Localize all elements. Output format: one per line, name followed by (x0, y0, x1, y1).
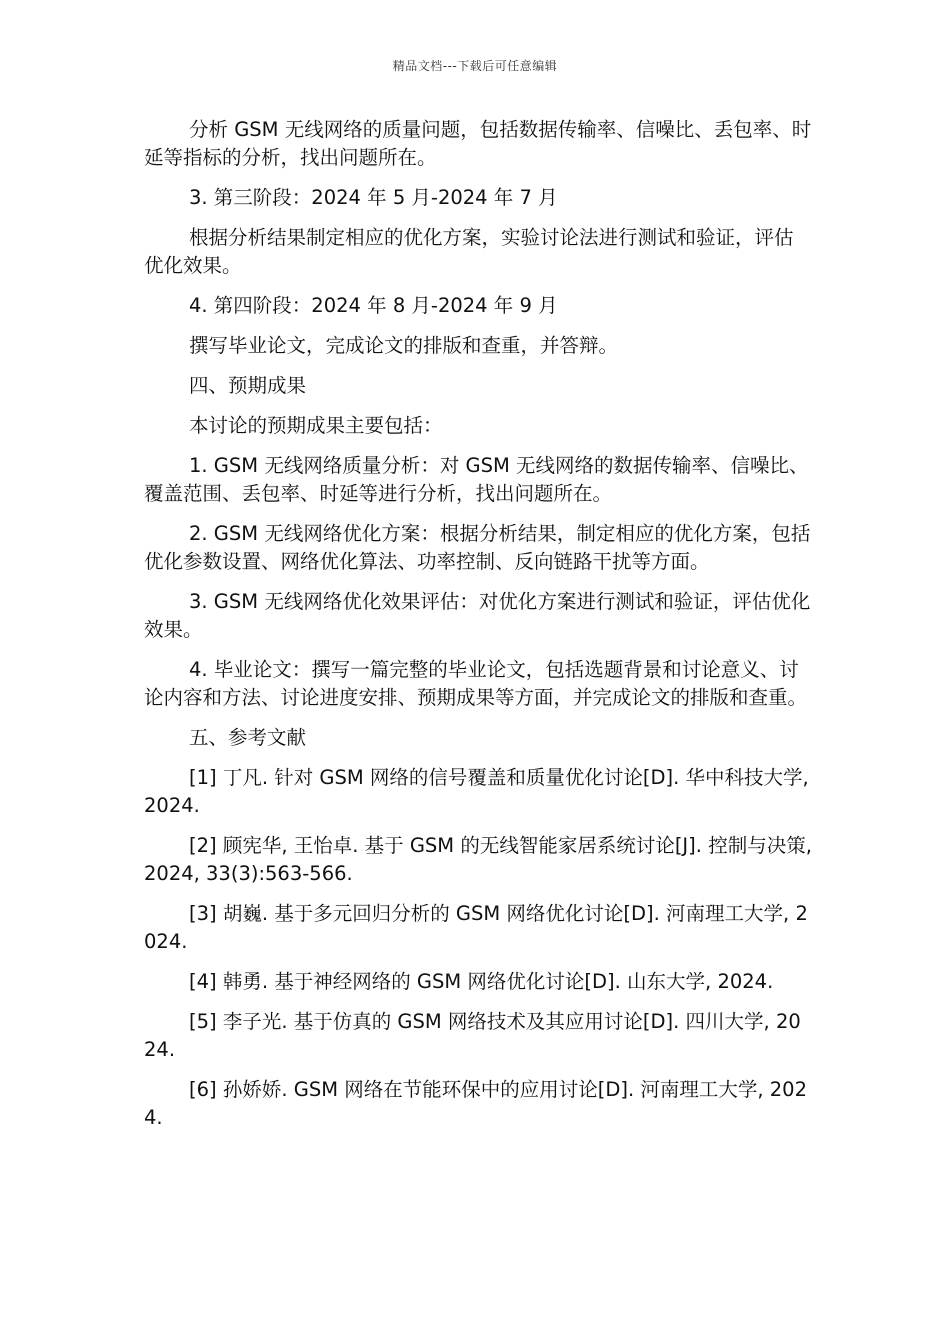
paragraph-stage-3-desc: 根据分析结果制定相应的优化方案，实验讨论法进行测试和验证，评估优化效果。 (144, 226, 794, 277)
list-item-result-1: 1. GSM 无线网络质量分析：对 GSM 无线网络的数据传输率、信噪比、覆盖范围、丢包率、时延等进行分析，找出问题所在。 (144, 454, 809, 505)
paragraph-stage-4: 4. 第四阶段：2024 年 8 月-2024 年 9 月 (189, 294, 558, 317)
reference-1: [1] 丁凡. 针对 GSM 网络的信号覆盖和质量优化讨论[D]. 华中科技大学, 2024. (144, 766, 809, 817)
paragraph-analysis: 分析 GSM 无线网络的质量问题，包括数据传输率、信噪比、丢包率、时延等指标的分析，找出问题所在。 (144, 118, 812, 169)
reference-2: [2] 顾宪华, 王怡卓. 基于 GSM 的无线智能家居系统讨论[J]. 控制与决策, 2024, 33(3):563-566. (144, 834, 812, 885)
section-heading-references: 五、参考文献 (189, 726, 307, 749)
list-item-result-2: 2. GSM 无线网络优化方案：根据分析结果，制定相应的优化方案，包括优化参数设置、网络优化算法、功率控制、反向链路干扰等方面。 (144, 522, 811, 573)
list-item-result-4: 4. 毕业论文：撰写一篇完整的毕业论文，包括选题背景和讨论意义、讨论内容和方法、讨论进度安排、预期成果等方面，并完成论文的排版和查重。 (144, 658, 808, 709)
reference-5: [5] 李子光. 基于仿真的 GSM 网络技术及其应用讨论[D]. 四川大学, 2024. (144, 1010, 801, 1061)
paragraph-stage-4-desc: 撰写毕业论文，完成论文的排版和查重，并答辩。 (189, 334, 619, 357)
reference-6: [6] 孙娇娇. GSM 网络在节能环保中的应用讨论[D]. 河南理工大学, 2024. (144, 1078, 807, 1129)
document-body (144, 116, 812, 1144)
list-item-result-3: 3. GSM 无线网络优化效果评估：对优化方案进行测试和验证，评估优化效果。 (144, 590, 811, 641)
paragraph-stage-3: 3. 第三阶段：2024 年 5 月-2024 年 7 月 (189, 186, 558, 209)
section-heading-expected-results: 四、预期成果 (189, 374, 307, 397)
reference-3: [3] 胡巍. 基于多元回归分析的 GSM 网络优化讨论[D]. 河南理工大学, 2024. (144, 902, 808, 953)
reference-4: [4] 韩勇. 基于神经网络的 GSM 网络优化讨论[D]. 山东大学, 2024. (189, 970, 774, 993)
paragraph-expected-intro: 本讨论的预期成果主要包括： (189, 414, 443, 437)
page-header: 精品文档---下载后可任意编辑 (392, 59, 558, 73)
